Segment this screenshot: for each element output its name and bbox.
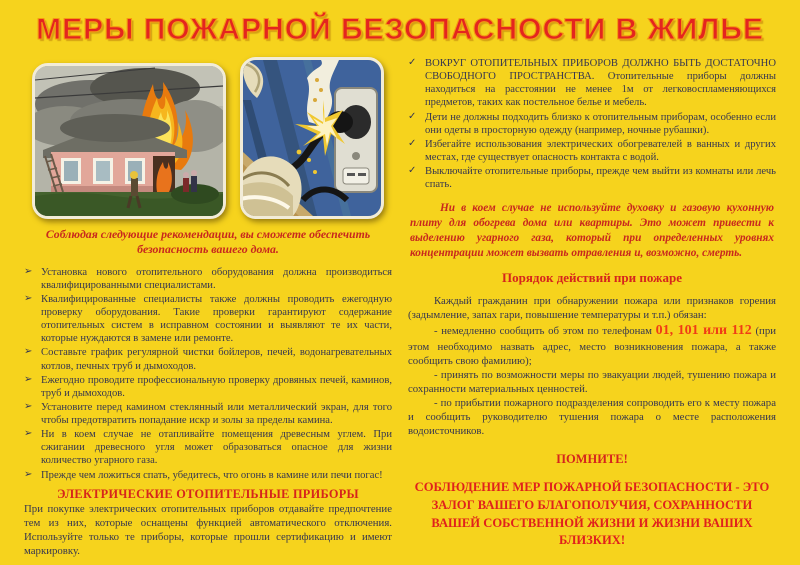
- content-columns: [0, 53, 800, 558]
- fire-step-call: [408, 322, 776, 368]
- intro-recommendation: Соблюдая следующие рекомендации, вы сможете обеспечить безопасность вашего дома.: [45, 227, 371, 257]
- list-item: [24, 266, 392, 292]
- list-item-text: Прежде чем ложиться спать, убедитесь, что огонь в камине или печи погас!: [41, 469, 383, 481]
- list-item: [408, 138, 776, 164]
- remember-heading: ПОМНИТЕ!: [556, 452, 628, 467]
- photo-row: [24, 57, 392, 219]
- electric-heaters-heading: ЭЛЕКТРИЧЕСКИЕ ОТОПИТЕЛЬНЫЕ ПРИБОРЫ: [57, 486, 359, 501]
- electric-heaters-text: При покупке электрических отопительных приборов отдавайте предпочтение тем из них, которые оснащены функцией автоматического отключения. Используйте только те приборы, которые прошли сертификацию и имеют маркировку.: [24, 502, 392, 557]
- list-item-text: Установите перед камином стеклянный или металлический экран, для того чтобы предотвратить попадание искр и золы за пределы камина.: [41, 401, 392, 427]
- socket-fire-illustration: [240, 57, 384, 219]
- check-bullet-icon: ✓: [408, 110, 417, 122]
- list-item-text: Выключайте отопительные приборы, прежде чем выйти из комнаты или лечь спать.: [425, 166, 776, 191]
- list-item: [408, 57, 776, 110]
- page-title: МЕРЫ ПОЖАРНОЙ БЕЗОПАСНОСТИ В ЖИЛЬЕ: [36, 13, 764, 46]
- socket-fire-image: [243, 60, 381, 216]
- list-item: [408, 111, 776, 137]
- list-item-text: Квалифицированные специалисты также должны проводить ежегодную проверку оборудования. Такие проверки гарантируют содержание отопительных систем в исправном состоянии и выявляют те их части, которые нуждаются в замене или ремонте.: [41, 293, 392, 345]
- heating-safety-list: [24, 266, 392, 482]
- fire-step-call-post: (при этом необходимо назвать адрес, место возникновения пожара, а также сообщить свою фамилию);: [408, 324, 776, 368]
- fire-procedure-heading: Порядок действий при пожаре: [502, 269, 682, 285]
- list-item: [24, 401, 392, 427]
- fire-step-meet-brigade: - по прибытии пожарного подразделения сопроводить его к месту пожара и сообщить руководителю тушения пожара о месте расположения водоисточников.: [408, 397, 776, 438]
- arrow-bullet-icon: ➢: [24, 292, 33, 304]
- list-item: [24, 346, 392, 372]
- arrow-bullet-icon: ➢: [24, 373, 33, 385]
- list-item: [24, 293, 392, 346]
- burning-house-image: [35, 66, 223, 216]
- arrow-bullet-icon: ➢: [24, 468, 33, 480]
- list-item: [24, 374, 392, 400]
- fire-step-evacuate: - принять по возможности меры по эвакуации людей, тушению пожара и сохранности материальных ценностей.: [408, 369, 776, 396]
- check-bullet-icon: ✓: [408, 137, 417, 149]
- list-item-text: Избегайте использования электрических обогревателей в ванных и других местах, где существует опасность контакта с водой.: [425, 138, 776, 163]
- list-item-text: ВОКРУГ ОТОПИТЕЛЬНЫХ ПРИБОРОВ ДОЛЖНО БЫТЬ ДОСТАТОЧНО СВОБОДНОГО ПРОСТРАНСТВА. Отопительные приборы должны находиться на расстоянии не менее 1м от легковоспламеняющихся предметов, таких как постельное белье и мебель.: [425, 58, 776, 109]
- list-item-text: Установка нового отопительного оборудования должна производиться квалифицированными специалистами.: [41, 266, 392, 291]
- final-slogan: СОБЛЮДЕНИЕ МЕР ПОЖАРНОЙ БЕЗОПАСНОСТИ - ЭТО ЗАЛОГ ВАШЕГО БЛАГОПОЛУЧИЯ, СОХРАННОСТИ ВАШЕЙ СОБСТВЕННОЙ ЖИЗНИ И ЖИЗНИ ВАШИХ БЛИЗКИХ!: [414, 480, 770, 548]
- emergency-phone-numbers: 01, 101 или 112: [655, 322, 752, 338]
- gas-stove-warning: Ни в коем случае не используйте духовку и газовую кухонную плиту для обогрева дома или квартиры. Это может привести к выделению угарного газа, который при определенных уровнях концентрации может вызвать отравления и, возможно, смерть.: [410, 202, 774, 259]
- left-column: [24, 53, 392, 558]
- check-bullet-icon: ✓: [408, 57, 417, 68]
- arrow-bullet-icon: ➢: [24, 428, 33, 440]
- list-item: [24, 469, 392, 482]
- list-item-text: Ни в коем случае не отапливайте помещения древесным углем. При сжигании древесного угля может образоваться опасное для жизни количество угарного газа.: [41, 429, 392, 467]
- fire-procedure-intro: Каждый гражданин при обнаружении пожара или признаков горения (задымление, запах гари, повышение температуры и т.п.) обязан:: [408, 294, 776, 321]
- arrow-bullet-icon: ➢: [24, 400, 33, 412]
- list-item: [24, 428, 392, 467]
- arrow-bullet-icon: ➢: [24, 265, 33, 277]
- list-item-text: Дети не должны подходить близко к отопительным приборам, особенно если они одеты в просторную одежду (например, ночные рубашки).: [425, 111, 776, 136]
- list-item-text: Ежегодно проводите профессиональную проверку дровяных печей, каминов, труб и дымоходов.: [41, 374, 392, 399]
- heater-rules-list: [408, 57, 776, 191]
- burning-house-photo: [32, 63, 226, 219]
- list-item-text: Составьте график регулярной чистки бойлеров, печей, водонагревательных котлов, печных труб и дымоходов.: [41, 347, 392, 372]
- right-column: [408, 53, 776, 558]
- arrow-bullet-icon: ➢: [24, 346, 33, 358]
- fire-step-call-pre: - немедленно сообщить об этом по телефонам: [434, 324, 656, 337]
- check-bullet-icon: ✓: [408, 165, 417, 176]
- list-item: [408, 165, 776, 191]
